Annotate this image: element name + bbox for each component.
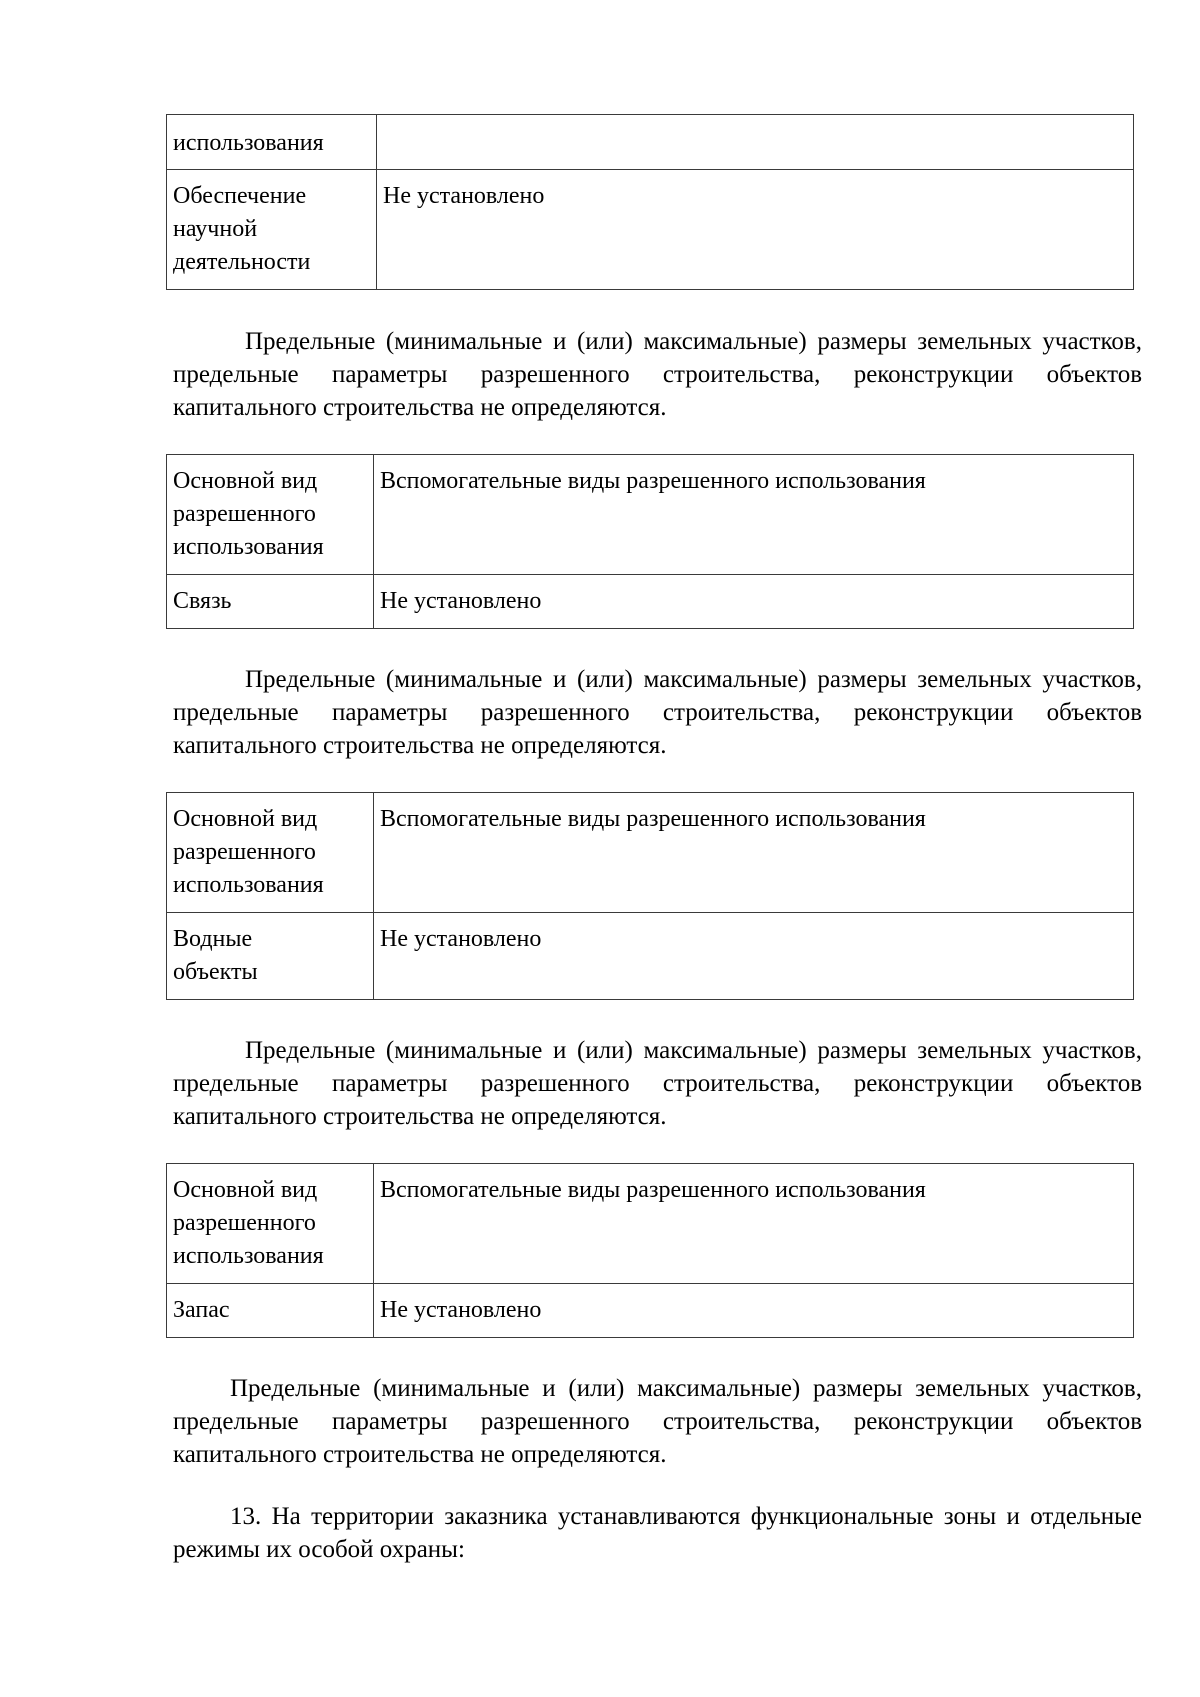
table-cell-auxiliary-use: Не установлено xyxy=(374,575,1134,629)
paragraph-parameters-note: Предельные (минимальные и (или) максимальные) размеры земельных участков, предельные параметры разрешенного строительства, реконструкции объектов капитального строительства не определяются. xyxy=(173,1375,1142,1468)
table-row xyxy=(167,913,1134,1000)
table-cell-main-use: Водные объекты xyxy=(167,913,374,1000)
table-header-main-use: Основной вид разрешенного использования xyxy=(167,793,374,913)
table-row xyxy=(167,170,1134,290)
paragraph-section-13: 13. На территории заказника устанавливаются функциональные зоны и отдельные режимы их особой охраны: xyxy=(173,1503,1142,1563)
table-header-main-use: Основной вид разрешенного использования xyxy=(167,1164,374,1284)
table-header-row xyxy=(167,793,1134,913)
table-row xyxy=(167,115,1134,170)
table-row xyxy=(167,1284,1134,1338)
table-communications xyxy=(166,454,1134,629)
paragraph-parameters-note: Предельные (минимальные и (или) максимальные) размеры земельных участков, предельные параметры разрешенного строительства, реконструкции объектов капитального строительства не определяются. xyxy=(173,1037,1142,1130)
table-water-objects xyxy=(166,792,1134,1000)
table-row xyxy=(167,575,1134,629)
table-header-auxiliary-use: Вспомогательные виды разрешенного использования xyxy=(374,793,1134,913)
table-cell-main-use: использования xyxy=(167,115,377,170)
table-cell-main-use: Связь xyxy=(167,575,374,629)
table-header-auxiliary-use: Вспомогательные виды разрешенного использования xyxy=(374,455,1134,575)
table-scientific-activity xyxy=(166,114,1134,290)
table-cell-main-use: Запас xyxy=(167,1284,374,1338)
table-header-row xyxy=(167,1164,1134,1284)
paragraph-parameters-note: Предельные (минимальные и (или) максимальные) размеры земельных участков, предельные параметры разрешенного строительства, реконструкции объектов капитального строительства не определяются. xyxy=(173,666,1142,759)
table-cell-auxiliary-use xyxy=(377,115,1134,170)
paragraph-parameters-note: Предельные (минимальные и (или) максимальные) размеры земельных участков, предельные параметры разрешенного строительства, реконструкции объектов капитального строительства не определяются. xyxy=(173,328,1142,421)
table-cell-auxiliary-use: Не установлено xyxy=(374,913,1134,1000)
table-cell-auxiliary-use: Не установлено xyxy=(377,170,1134,290)
table-reserve xyxy=(166,1163,1134,1338)
table-cell-main-use: Обеспечение научной деятельности xyxy=(167,170,377,290)
table-header-auxiliary-use: Вспомогательные виды разрешенного использования xyxy=(374,1164,1134,1284)
table-cell-auxiliary-use: Не установлено xyxy=(374,1284,1134,1338)
table-header-main-use: Основной вид разрешенного использования xyxy=(167,455,374,575)
table-header-row xyxy=(167,455,1134,575)
